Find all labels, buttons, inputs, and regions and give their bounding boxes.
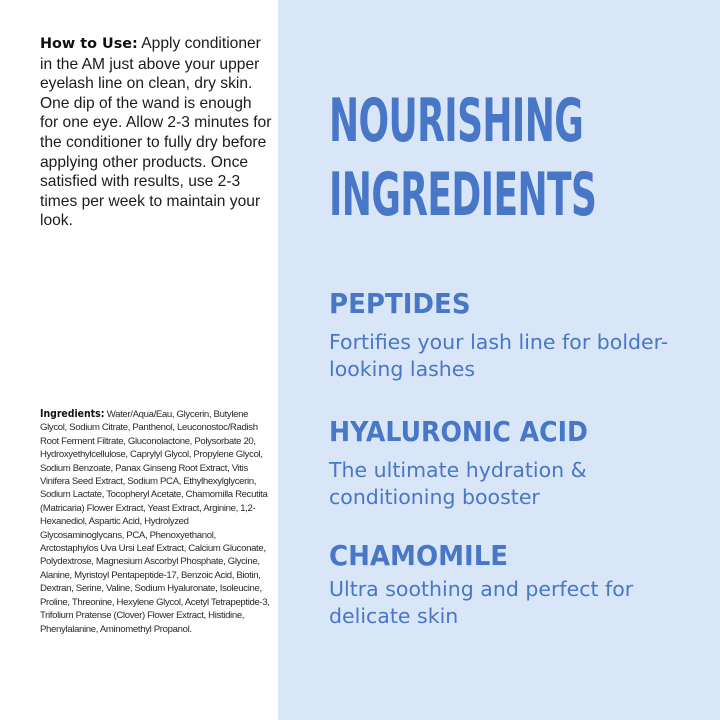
headline-line-2: INGREDIENTS [329, 160, 597, 230]
benefit-title-chamomile: CHAMOMILE [329, 539, 509, 572]
how-to-use-section [40, 34, 272, 231]
ingredients-list: Water/Aqua/Eau, Glycerin, Butylene Glycol, Sodium Citrate, Panthenol, Leuconostoc/Radish Root Ferment Filtrate, Gluconolactone, Polysorbate 20, Hydroxyethylcellulose, Caprylyl Glycol, Propylene Glycol, Sodium Benzoate, Panax Ginseng Root Extract, Vitis Vinifera Seed Extract, Sodium PCA, Ethylhexylglycerin, Sodium Lactate, Tocopheryl Acetate, Chamomilla Recutita (Matricaria) Flower Extract, Yeast Extract, Arginine, 1,2-Hexanediol, Aspartic Acid, Hydrolyzed Glycosaminoglycans, PCA, Phenoxyethanol, Arctostaphylos Uva Ursi Leaf Extract, Calcium Gluconate, Polydextrose, Magnesium Ascorbyl Phosphate, Glycine, Alanine, Myristoyl Pentapeptide-17, Benzoic Acid, Biotin, Dextran, Serine, Valine, Sodium Hyaluronate, Isoleucine, Proline, Threonine, Hexylene Glycol, Acetyl Tetrapeptide-3, Trifolium Pratense (Clover) Flower Extract, Histidine, Phenylalanine, Aminomethyl Propanol. [40, 409, 270, 635]
ingredients-section [40, 408, 272, 636]
ingredients-label: Ingredients: [40, 408, 105, 420]
headline [329, 84, 596, 232]
how-to-use-text: Apply conditioner in the AM just above your upper eyelash line on clean, dry skin. One dip of the wand is enough for one eye. Allow 2-3 minutes for the conditioner to fully dry before applying other products. Once satisfied with results, use 2-3 times per week to maintain your look. [40, 35, 272, 230]
benefit-title-hyaluronic-acid: HYALURONIC ACID [329, 415, 588, 448]
benefit-title-peptides: PEPTIDES [329, 287, 471, 320]
how-to-use-label: How to Use: [40, 36, 138, 52]
usage-and-ingredients-panel [0, 0, 278, 720]
benefit-description-hyaluronic-acid: The ultimate hydration & conditioning booster [329, 458, 587, 509]
benefit-description-peptides: Fortifies your lash line for bolder-looking lashes [329, 330, 669, 381]
benefit-description-chamomile: Ultra soothing and perfect for delicate skin [329, 577, 634, 628]
headline-line-1: NOURISHING [329, 86, 584, 156]
